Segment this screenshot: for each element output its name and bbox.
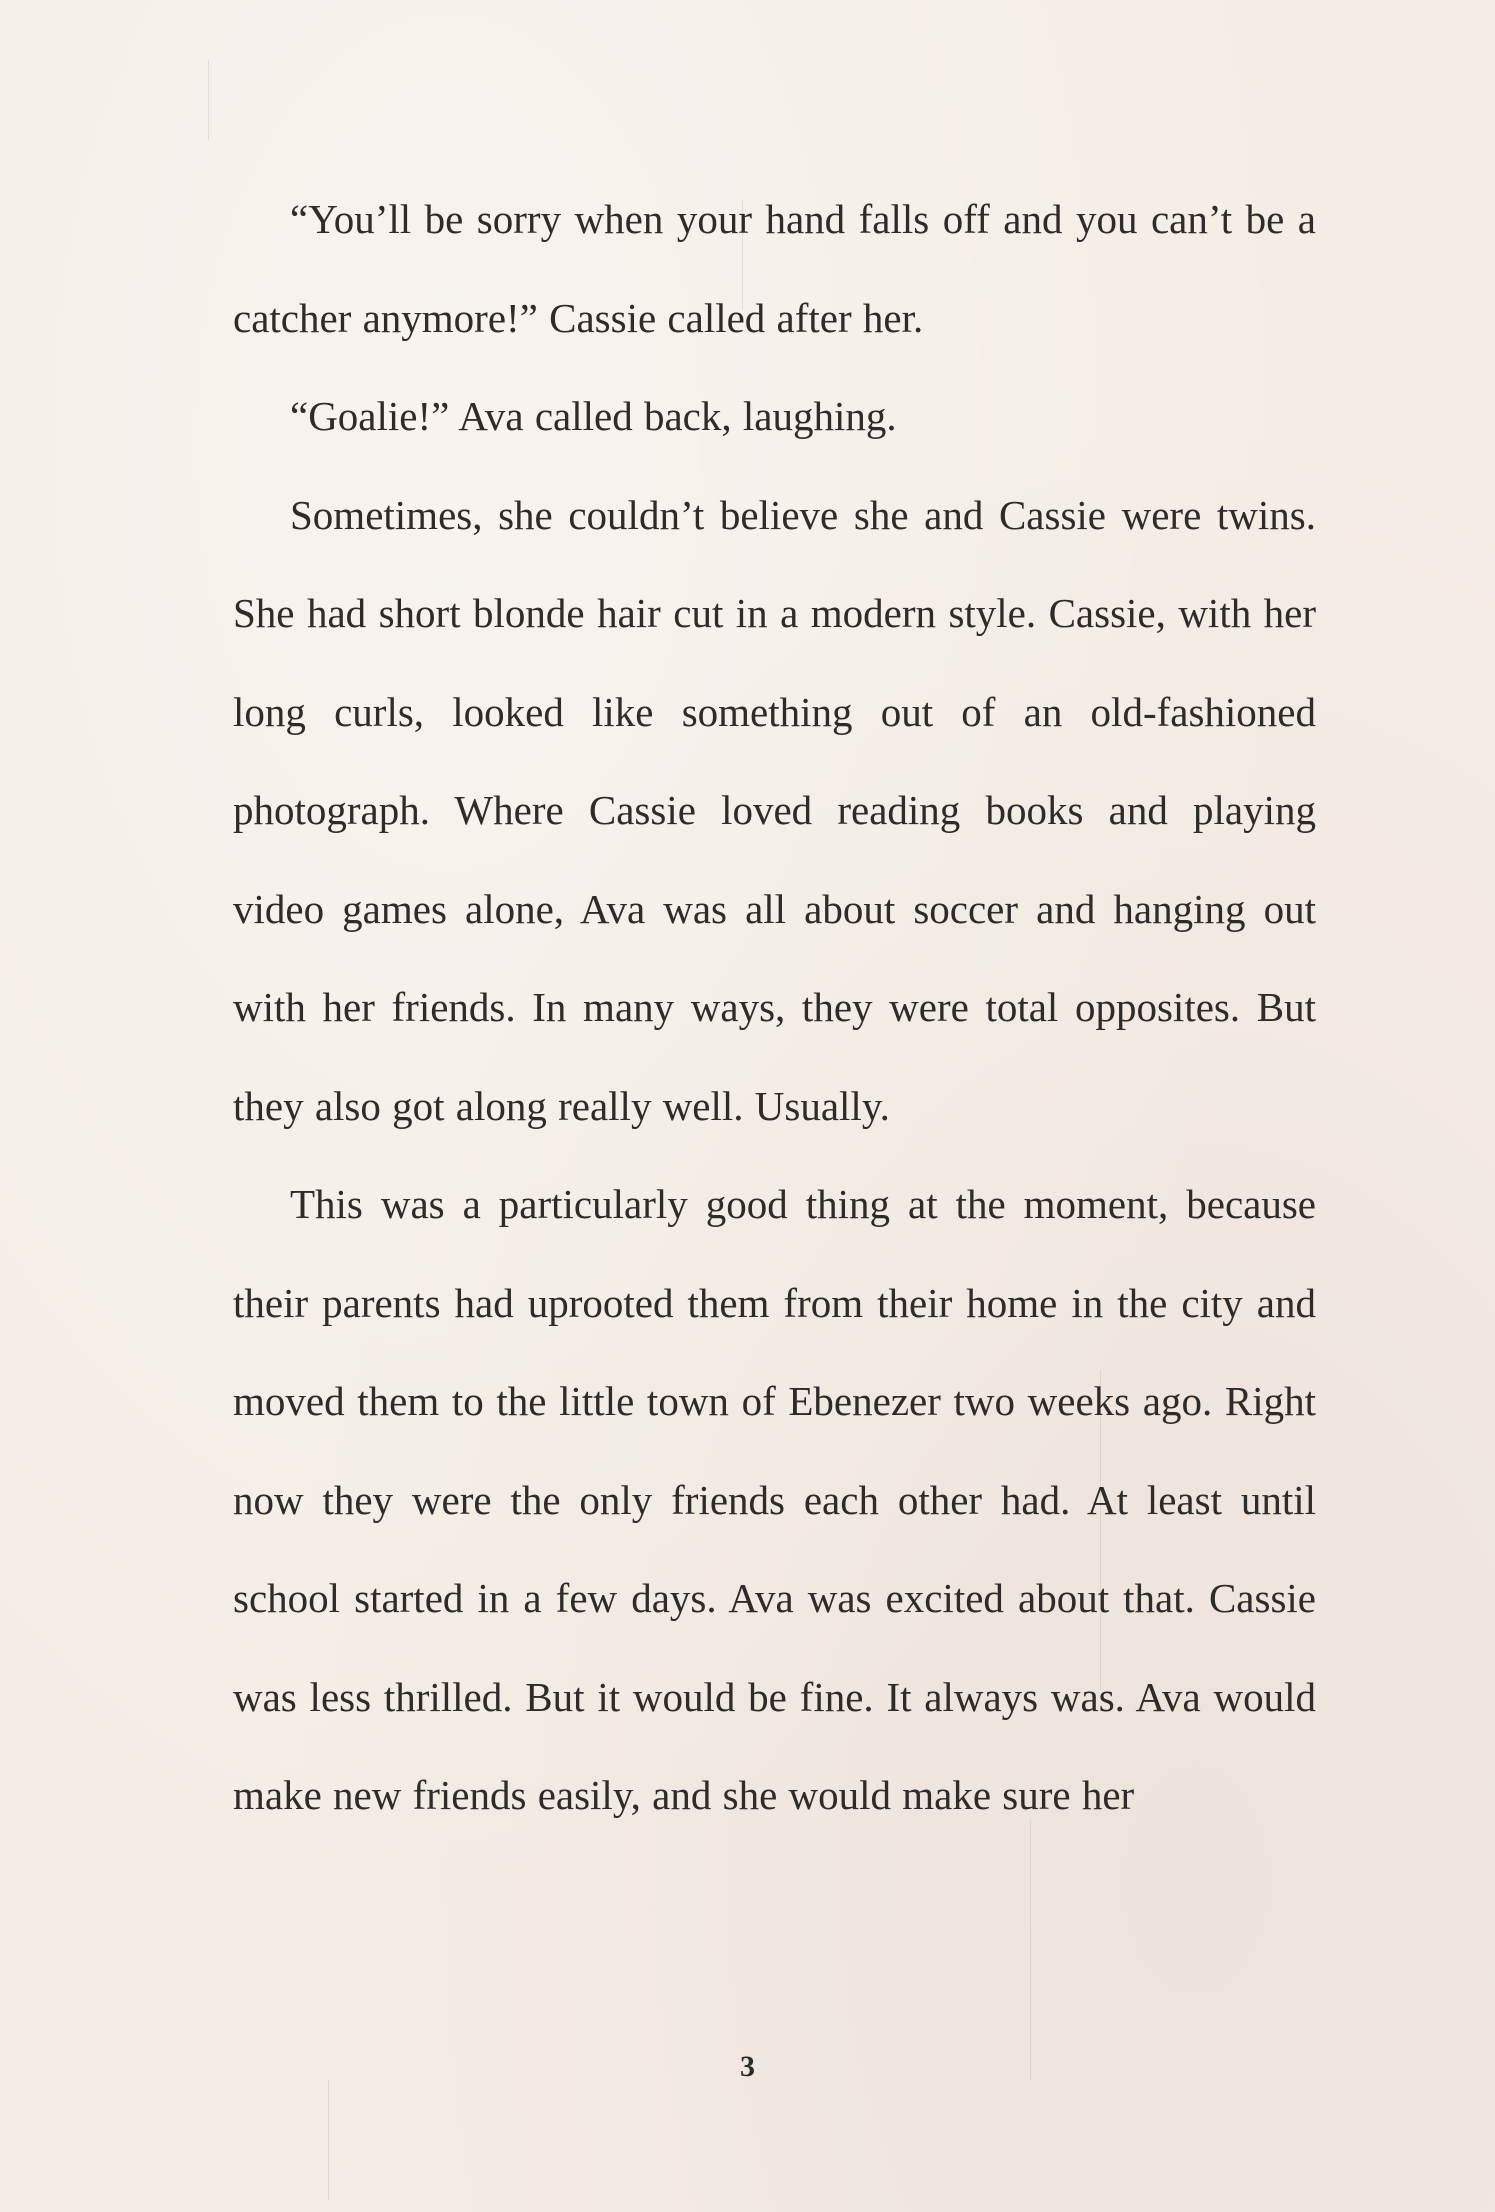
paper-crease <box>208 60 209 140</box>
paragraph: “You’ll be sorry when your hand falls off and you can’t be a catcher anymore!” Cassie called after her. <box>233 196 1316 341</box>
paper-crease <box>1030 1820 1031 2080</box>
paragraph: Sometimes, she couldn’t believe she and Cassie were twins. She had short blonde hair cut in a modern style. Cassie, with her long curls, looked like something out of an old-fashioned photograph. Where Cassie loved reading books and playing video games alone, Ava was all about soccer and hanging out with her friends. In many ways, they were total opposites. But they also got along really well. Usually. <box>233 491 1316 1129</box>
page-number: 3 <box>740 2050 755 2083</box>
paragraph: “Goalie!” Ava called back, laughing. <box>290 393 897 439</box>
paper-crease <box>328 2080 329 2200</box>
body-text <box>233 170 1316 1845</box>
paragraph: This was a particularly good thing at the moment, because their parents had uprooted them from their home in the city and moved them to the little town of Ebenezer two weeks ago. Right now they were the only friends each other had. At least until school started in a few days. Ava was excited about that. Cassie was less thrilled. But it would be fine. It always was. Ava would make new friends easily, and she would make sure her <box>233 1181 1316 1818</box>
